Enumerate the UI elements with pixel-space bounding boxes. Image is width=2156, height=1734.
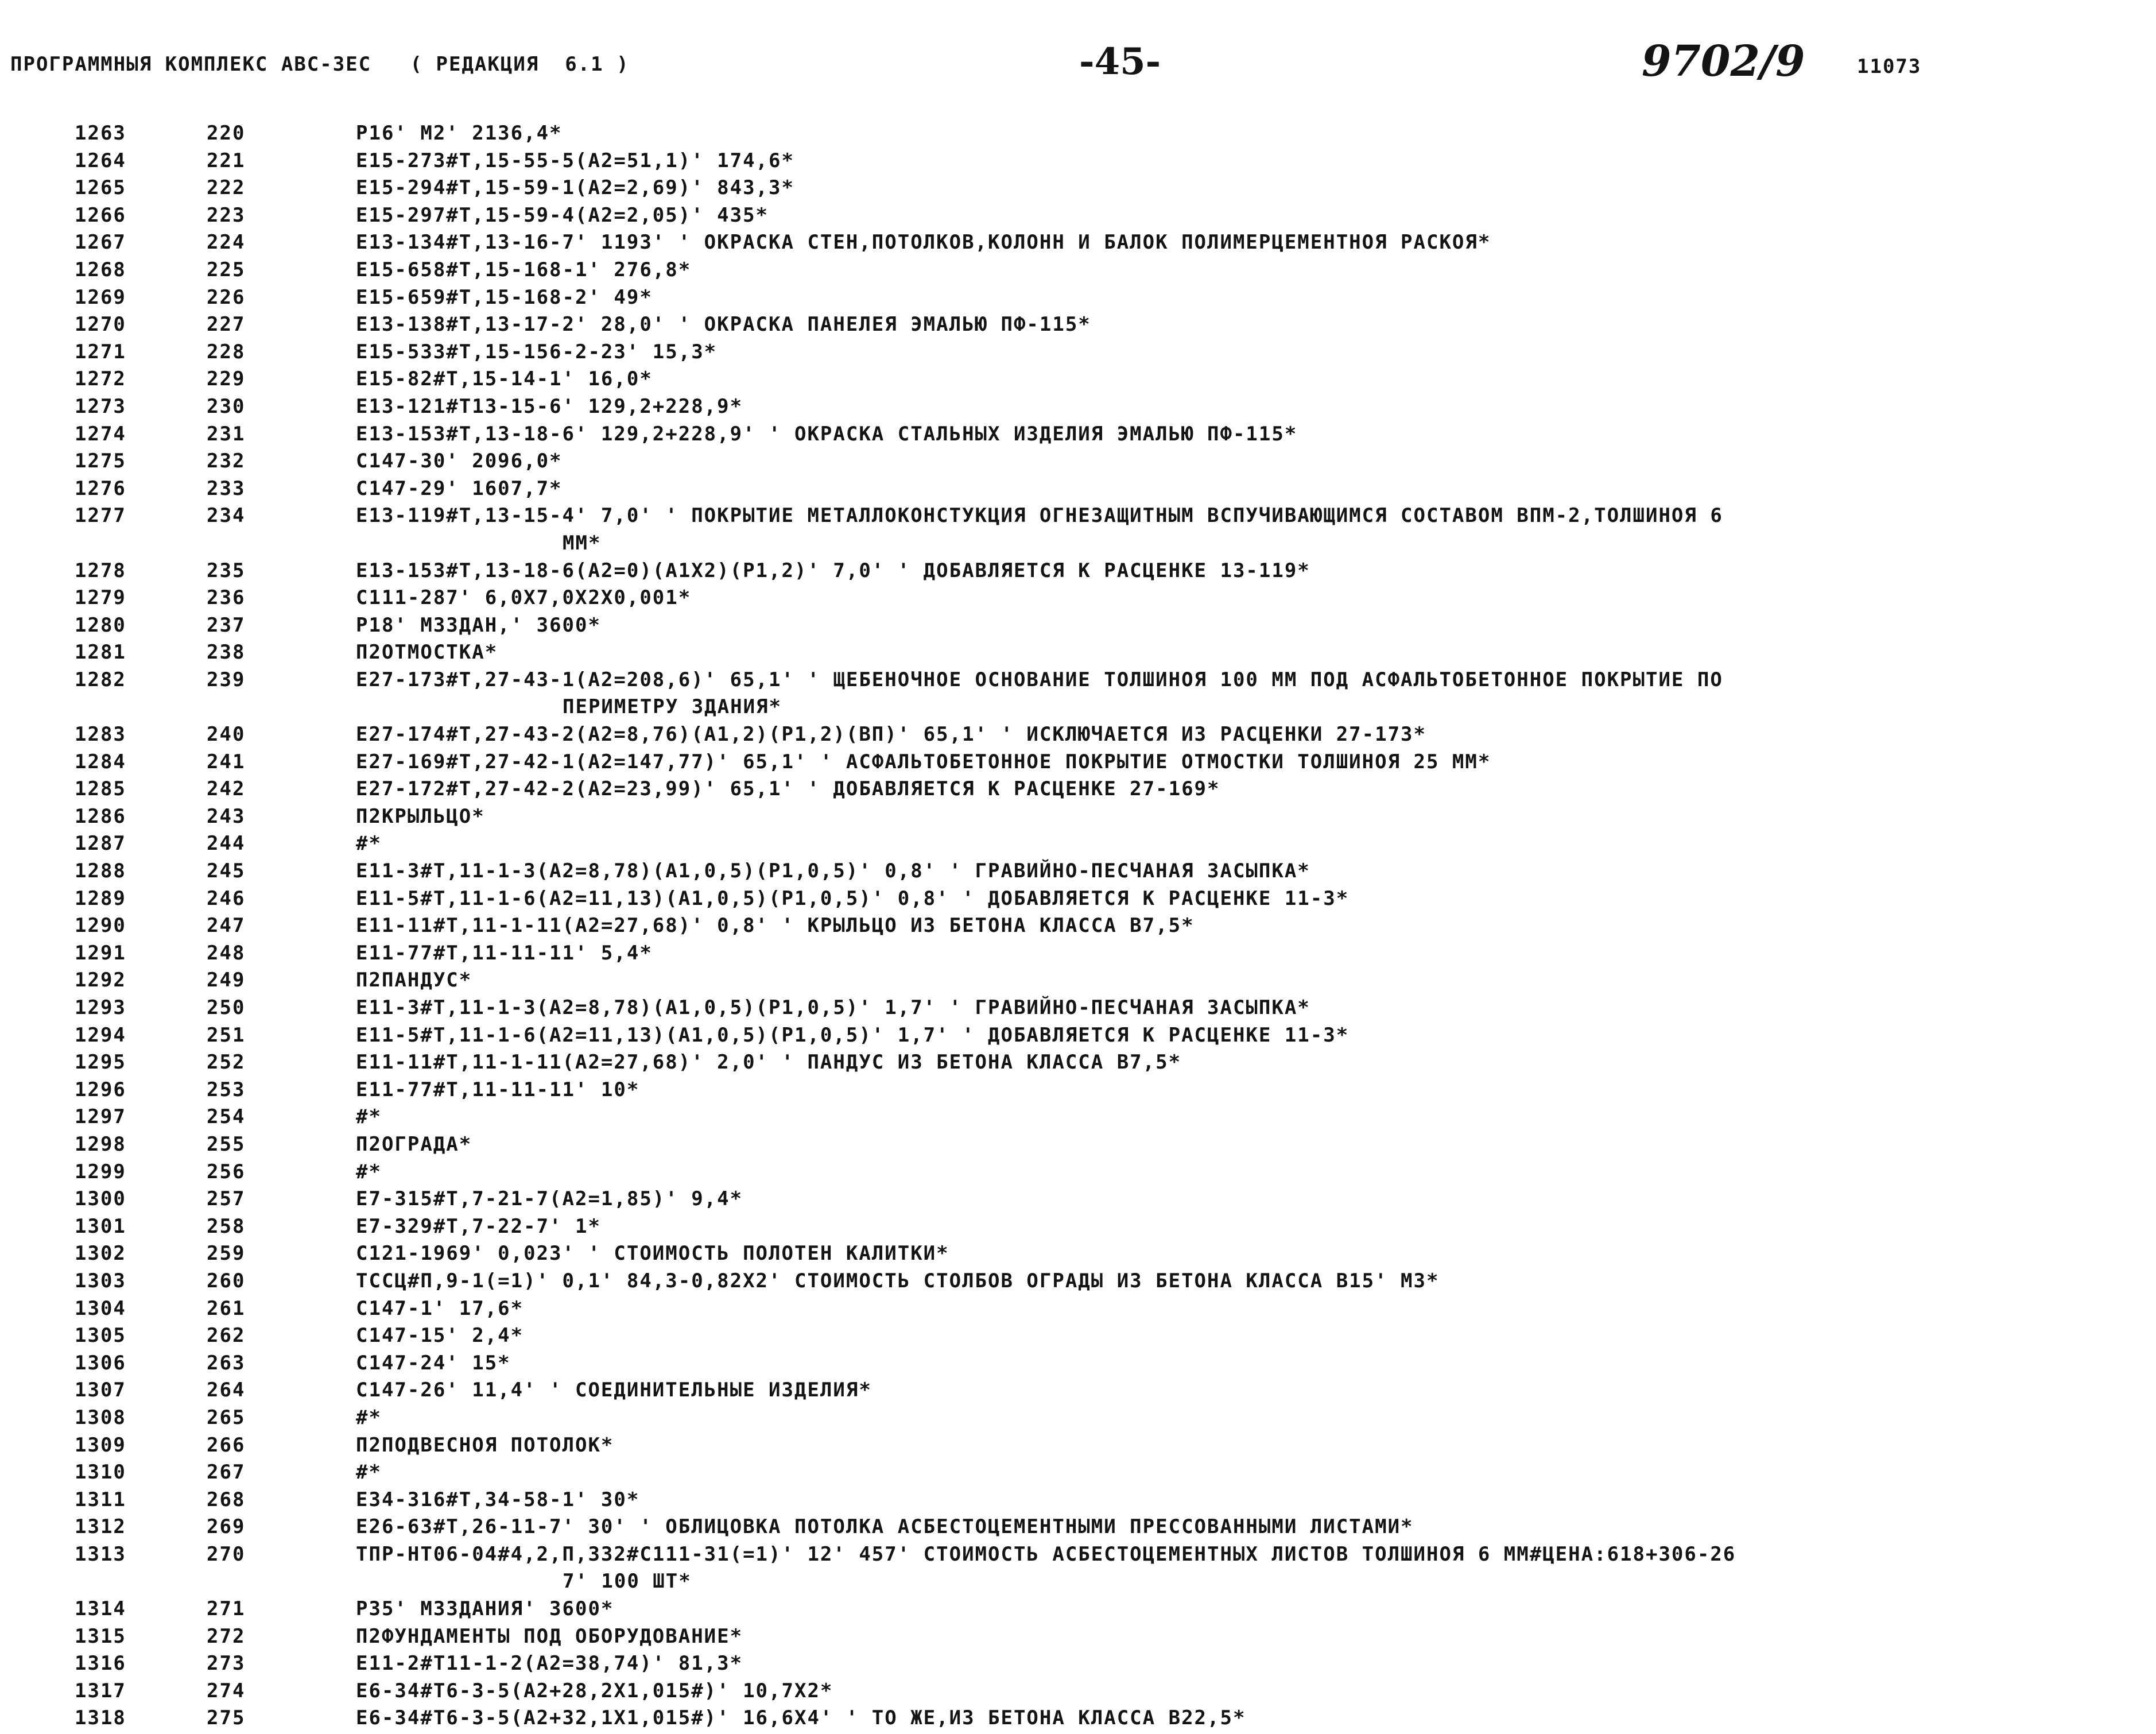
item-number: 229 bbox=[207, 367, 246, 391]
line-text: Е26-63#Т,26-11-7' 30' ' ОБЛИЦОВКА ПОТОЛКА АСБЕСТОЦЕМЕНТНЫМИ ПРЕССОВАННЫМИ ЛИСТАМИ* bbox=[356, 1515, 1414, 1539]
line-text: С147-24' 15* bbox=[356, 1351, 511, 1375]
line-number: 1314 bbox=[75, 1597, 126, 1621]
line-number: 1307 bbox=[75, 1379, 126, 1402]
item-number: 225 bbox=[207, 258, 246, 281]
listing-line bbox=[0, 1679, 2156, 1707]
listing-line bbox=[0, 1379, 2156, 1406]
line-number: 1312 bbox=[75, 1515, 126, 1539]
line-number: 1277 bbox=[75, 504, 126, 528]
line-number: 1288 bbox=[75, 860, 126, 883]
line-text: П2ФУНДАМЕНТЫ ПОД ОБОРУДОВАНИЕ* bbox=[356, 1624, 743, 1648]
line-text: Е11-11#Т,11-1-11(А2=27,68)' 2,0' ' ПАНДУС ИЗ БЕТОНА КЛАССА В7,5* bbox=[356, 1051, 1182, 1074]
item-number: 263 bbox=[207, 1351, 246, 1375]
line-number: 1315 bbox=[75, 1624, 126, 1648]
listing-line bbox=[0, 942, 2156, 969]
line-number: 1270 bbox=[75, 313, 126, 336]
listing-line bbox=[0, 860, 2156, 887]
line-text: Е13-138#Т,13-17-2' 28,0' ' ОКРАСКА ПАНЕЛЕЯ ЭМАЛЬЮ ПФ-115* bbox=[356, 313, 1091, 336]
listing-line bbox=[0, 477, 2156, 505]
line-number: 1272 bbox=[75, 367, 126, 391]
line-text: Р35' М3ЗДАНИЯ' 3600* bbox=[356, 1597, 614, 1621]
line-text: Е6-34#Т6-3-5(А2+28,2Х1,015#)' 10,7Х2* bbox=[356, 1679, 833, 1702]
item-number: 220 bbox=[207, 122, 246, 145]
line-number: 1298 bbox=[75, 1132, 126, 1156]
item-number: 222 bbox=[207, 176, 246, 200]
item-number: 242 bbox=[207, 777, 246, 801]
item-number: 227 bbox=[207, 313, 246, 336]
line-text: #* bbox=[356, 1461, 382, 1484]
item-number: 238 bbox=[207, 641, 246, 664]
listing-line bbox=[0, 1543, 2156, 1570]
listing-line bbox=[0, 1187, 2156, 1215]
item-number: 226 bbox=[207, 285, 246, 309]
item-number: 259 bbox=[207, 1242, 246, 1265]
listing-line bbox=[0, 887, 2156, 915]
listing-line bbox=[0, 204, 2156, 231]
line-text: Е15-273#Т,15-55-5(А2=51,1)' 174,6* bbox=[356, 149, 794, 172]
line-number: 1303 bbox=[75, 1269, 126, 1292]
listing-line bbox=[0, 423, 2156, 450]
line-number: 1273 bbox=[75, 394, 126, 418]
listing-line bbox=[0, 1597, 2156, 1625]
line-number: 1276 bbox=[75, 477, 126, 500]
item-number: 234 bbox=[207, 504, 246, 528]
listing-line bbox=[0, 1051, 2156, 1078]
line-text: ТССЦ#П,9-1(=1)' 0,1' 84,3-0,82Х2' СТОИМОСТЬ СТОЛБОВ ОГРАДЫ ИЗ БЕТОНА КЛАССА В15' М3* bbox=[356, 1269, 1440, 1292]
line-text: ММ* bbox=[563, 531, 602, 555]
item-number: 262 bbox=[207, 1324, 246, 1348]
line-number: 1296 bbox=[75, 1078, 126, 1101]
line-number: 1266 bbox=[75, 203, 126, 227]
listing-line bbox=[0, 1269, 2156, 1297]
listing-line bbox=[0, 559, 2156, 587]
line-text: Е34-316#Т,34-58-1' 30* bbox=[356, 1488, 640, 1511]
page-number: -45- bbox=[1079, 40, 1161, 83]
item-number: 231 bbox=[207, 422, 246, 446]
line-text: Е27-172#Т,27-42-2(А2=23,99)' 65,1' ' ДОБАВЛЯЕТСЯ К РАСЦЕНКЕ 27-169* bbox=[356, 777, 1220, 801]
listing-line bbox=[0, 750, 2156, 778]
item-number: 228 bbox=[207, 340, 246, 363]
line-text: Е11-2#Т11-1-2(А2=38,74)' 81,3* bbox=[356, 1652, 743, 1675]
listing-line bbox=[0, 832, 2156, 860]
listing-line bbox=[0, 395, 2156, 423]
line-number: 1265 bbox=[75, 176, 126, 200]
listing-line bbox=[0, 1706, 2156, 1734]
listing-line bbox=[0, 286, 2156, 313]
line-number: 1286 bbox=[75, 804, 126, 828]
item-number: 239 bbox=[207, 668, 246, 691]
line-text: Е27-169#Т,27-42-1(А2=147,77)' 65,1' ' АСФАЛЬТОБЕТОННОЕ ПОКРЫТИЕ ОТМОСТКИ ТОЛШИНОЯ 25 ММ* bbox=[356, 750, 1491, 773]
line-text: #* bbox=[356, 1105, 382, 1129]
line-text: Е11-77#Т,11-11-11' 5,4* bbox=[356, 941, 653, 965]
line-text: Е11-5#Т,11-1-6(А2=11,13)(А1,0,5)(Р1,0,5)' 0,8' ' ДОБАВЛЯЕТСЯ К РАСЦЕНКЕ 11-3* bbox=[356, 887, 1350, 910]
item-number: 266 bbox=[207, 1433, 246, 1457]
line-number: 1282 bbox=[75, 668, 126, 691]
item-number: 260 bbox=[207, 1269, 246, 1292]
item-number: 265 bbox=[207, 1406, 246, 1429]
listing-line bbox=[0, 1625, 2156, 1652]
line-text: Е6-34#Т6-3-5(А2+32,1Х1,015#)' 16,6Х4' ' ТО ЖЕ,ИЗ БЕТОНА КЛАССА В22,5* bbox=[356, 1706, 1246, 1730]
listing-line bbox=[0, 969, 2156, 996]
listing-line bbox=[0, 532, 2156, 559]
item-number: 258 bbox=[207, 1214, 246, 1238]
listing-line bbox=[0, 1215, 2156, 1243]
item-number: 235 bbox=[207, 559, 246, 582]
page-header bbox=[0, 37, 2156, 92]
line-number: 1267 bbox=[75, 231, 126, 254]
line-number: 1306 bbox=[75, 1351, 126, 1375]
listing-line bbox=[0, 695, 2156, 723]
item-number: 267 bbox=[207, 1461, 246, 1484]
line-number: 1279 bbox=[75, 586, 126, 610]
listing-line bbox=[0, 1324, 2156, 1352]
listing-line bbox=[0, 231, 2156, 258]
line-number: 1274 bbox=[75, 422, 126, 446]
line-text: П2ОТМОСТКА* bbox=[356, 641, 498, 664]
listing-line bbox=[0, 805, 2156, 833]
listing-line bbox=[0, 1652, 2156, 1679]
item-number: 274 bbox=[207, 1679, 246, 1702]
line-text: С147-26' 11,4' ' СОЕДИНИТЕЛЬНЫЕ ИЗДЕЛИЯ* bbox=[356, 1379, 872, 1402]
listing-line bbox=[0, 1133, 2156, 1160]
item-number: 268 bbox=[207, 1488, 246, 1511]
line-number: 1275 bbox=[75, 450, 126, 473]
item-number: 247 bbox=[207, 914, 246, 938]
listing-line bbox=[0, 1434, 2156, 1461]
listing-line bbox=[0, 1105, 2156, 1133]
item-number: 272 bbox=[207, 1624, 246, 1648]
listing-line bbox=[0, 777, 2156, 805]
line-number: 1290 bbox=[75, 914, 126, 938]
line-text: С147-29' 1607,7* bbox=[356, 477, 563, 500]
line-text: Е15-533#Т,15-156-2-23' 15,3* bbox=[356, 340, 718, 363]
listing-line bbox=[0, 1024, 2156, 1051]
listing-line bbox=[0, 1488, 2156, 1516]
listing-line bbox=[0, 450, 2156, 477]
program-title: ПРОГРАММНЫЯ КОМПЛЕКС АВС-3ЕС ( РЕДАКЦИЯ 6.1 ) bbox=[10, 53, 630, 76]
line-text: Е7-315#Т,7-21-7(А2=1,85)' 9,4* bbox=[356, 1187, 743, 1211]
listing-line bbox=[0, 1160, 2156, 1188]
listing-line bbox=[0, 614, 2156, 641]
line-number: 1295 bbox=[75, 1051, 126, 1074]
line-number: 1284 bbox=[75, 750, 126, 773]
listing-body bbox=[0, 122, 2156, 1734]
line-text: С121-1969' 0,023' ' СТОИМОСТЬ ПОЛОТЕН КАЛИТКИ* bbox=[356, 1242, 949, 1265]
item-number: 243 bbox=[207, 804, 246, 828]
line-number: 1271 bbox=[75, 340, 126, 363]
line-number: 1304 bbox=[75, 1296, 126, 1320]
line-text: П2ПОДВЕСНОЯ ПОТОЛОК* bbox=[356, 1433, 614, 1457]
line-number: 1283 bbox=[75, 723, 126, 746]
line-text: Е13-153#Т,13-18-6' 129,2+228,9' ' ОКРАСКА СТАЛЬНЫХ ИЗДЕЛИЯ ЭМАЛЬЮ ПФ-115* bbox=[356, 422, 1298, 446]
line-text: Е11-5#Т,11-1-6(А2=11,13)(А1,0,5)(Р1,0,5)' 1,7' ' ДОБАВЛЯЕТСЯ К РАСЦЕНКЕ 11-3* bbox=[356, 1023, 1350, 1047]
listing-line bbox=[0, 914, 2156, 942]
item-number: 254 bbox=[207, 1105, 246, 1129]
item-number: 257 bbox=[207, 1187, 246, 1211]
line-text: 7' 100 ШТ* bbox=[563, 1570, 692, 1593]
item-number: 233 bbox=[207, 477, 246, 500]
item-number: 221 bbox=[207, 149, 246, 172]
listing-line bbox=[0, 340, 2156, 368]
line-text: Е13-119#Т,13-15-4' 7,0' ' ПОКРЫТИЕ МЕТАЛЛОКОНСТУКЦИЯ ОГНЕЗАЩИТНЫМ ВСПУЧИВАЮЩИМСЯ СОСТАВОМ ВПМ-2,ТОЛШИНОЯ 6 bbox=[356, 504, 1723, 528]
line-number: 1289 bbox=[75, 887, 126, 910]
listing-line bbox=[0, 122, 2156, 149]
item-number: 223 bbox=[207, 203, 246, 227]
line-number: 1292 bbox=[75, 969, 126, 992]
handwritten-doc-number: 9702/9 bbox=[1642, 37, 1805, 86]
line-number: 1285 bbox=[75, 777, 126, 801]
line-text: П2ОГРАДА* bbox=[356, 1132, 472, 1156]
listing-line bbox=[0, 1570, 2156, 1597]
listing-line bbox=[0, 1078, 2156, 1106]
line-text: #* bbox=[356, 832, 382, 856]
line-number: 1291 bbox=[75, 941, 126, 965]
line-text: #* bbox=[356, 1160, 382, 1183]
line-number: 1269 bbox=[75, 285, 126, 309]
line-text: Е13-153#Т,13-18-6(А2=0)(А1Х2)(Р1,2)' 7,0' ' ДОБАВЛЯЕТСЯ К РАСЦЕНКЕ 13-119* bbox=[356, 559, 1310, 582]
line-number: 1299 bbox=[75, 1160, 126, 1183]
item-number: 273 bbox=[207, 1652, 246, 1675]
line-number: 1287 bbox=[75, 832, 126, 856]
line-number: 1309 bbox=[75, 1433, 126, 1457]
listing-line bbox=[0, 313, 2156, 340]
line-number: 1302 bbox=[75, 1242, 126, 1265]
line-text: С147-30' 2096,0* bbox=[356, 450, 563, 473]
line-text: С111-287' 6,0Х7,0Х2Х0,001* bbox=[356, 586, 692, 610]
line-number: 1293 bbox=[75, 996, 126, 1019]
line-text: С147-1' 17,6* bbox=[356, 1296, 524, 1320]
line-number: 1300 bbox=[75, 1187, 126, 1211]
line-text: Е11-3#Т,11-1-3(А2=8,78)(А1,0,5)(Р1,0,5)' 0,8' ' ГРАВИЙНО-ПЕСЧАНАЯ ЗАСЫПКА* bbox=[356, 860, 1310, 883]
line-text: Е15-297#Т,15-59-4(А2=2,05)' 435* bbox=[356, 203, 769, 227]
line-text: ТПР-НТ06-04#4,2,П,332#С111-31(=1)' 12' 457' СТОИМОСТЬ АСБЕСТОЦЕМЕНТНЫХ ЛИСТОВ ТОЛШИНОЯ 6 ММ#ЦЕНА:618+306-26 bbox=[356, 1542, 1736, 1566]
listing-line bbox=[0, 258, 2156, 286]
line-number: 1310 bbox=[75, 1461, 126, 1484]
line-text: Е27-174#Т,27-43-2(А2=8,76)(А1,2)(Р1,2)(ВП)' 65,1' ' ИСКЛЮЧАЕТСЯ ИЗ РАСЦЕНКИ 27-173* bbox=[356, 723, 1426, 746]
item-number: 241 bbox=[207, 750, 246, 773]
line-text: Е13-134#Т,13-16-7' 1193' ' ОКРАСКА СТЕН,ПОТОЛКОВ,КОЛОНН И БАЛОК ПОЛИМЕРЦЕМЕНТНОЯ РАСКОЯ* bbox=[356, 231, 1491, 254]
item-number: 248 bbox=[207, 941, 246, 965]
line-number: 1301 bbox=[75, 1214, 126, 1238]
line-text: Е11-11#Т,11-1-11(А2=27,68)' 0,8' ' КРЫЛЬЦО ИЗ БЕТОНА КЛАССА В7,5* bbox=[356, 914, 1195, 938]
listing-line bbox=[0, 1406, 2156, 1434]
line-number: 1311 bbox=[75, 1488, 126, 1511]
line-number: 1278 bbox=[75, 559, 126, 582]
line-number: 1280 bbox=[75, 613, 126, 637]
doc-code: 11073 bbox=[1857, 55, 1922, 78]
line-number: 1263 bbox=[75, 122, 126, 145]
line-text: Е15-658#Т,15-168-1' 276,8* bbox=[356, 258, 692, 281]
item-number: 232 bbox=[207, 450, 246, 473]
line-number: 1294 bbox=[75, 1023, 126, 1047]
item-number: 271 bbox=[207, 1597, 246, 1621]
line-number: 1264 bbox=[75, 149, 126, 172]
line-number: 1305 bbox=[75, 1324, 126, 1348]
line-text: ПЕРИМЕТРУ ЗДАНИЯ* bbox=[563, 695, 782, 719]
item-number: 250 bbox=[207, 996, 246, 1019]
line-text: Е11-77#Т,11-11-11' 10* bbox=[356, 1078, 640, 1101]
item-number: 251 bbox=[207, 1023, 246, 1047]
line-number: 1316 bbox=[75, 1652, 126, 1675]
listing-line bbox=[0, 996, 2156, 1024]
listing-line bbox=[0, 1515, 2156, 1543]
listing-line bbox=[0, 1297, 2156, 1325]
listing-line bbox=[0, 504, 2156, 532]
listing-line bbox=[0, 641, 2156, 668]
listing-line bbox=[0, 367, 2156, 395]
item-number: 253 bbox=[207, 1078, 246, 1101]
line-text: Р16' М2' 2136,4* bbox=[356, 122, 563, 145]
line-number: 1281 bbox=[75, 641, 126, 664]
listing-line bbox=[0, 149, 2156, 177]
line-text: Е7-329#Т,7-22-7' 1* bbox=[356, 1214, 601, 1238]
listing-line bbox=[0, 586, 2156, 614]
line-text: П2ПАНДУС* bbox=[356, 969, 472, 992]
listing-line bbox=[0, 1352, 2156, 1379]
item-number: 230 bbox=[207, 394, 246, 418]
line-number: 1308 bbox=[75, 1406, 126, 1429]
line-text: Е15-294#Т,15-59-1(А2=2,69)' 843,3* bbox=[356, 176, 794, 200]
line-number: 1313 bbox=[75, 1542, 126, 1566]
item-number: 246 bbox=[207, 887, 246, 910]
item-number: 261 bbox=[207, 1296, 246, 1320]
listing-line bbox=[0, 1461, 2156, 1488]
line-text: Р18' М3ЗДАН,' 3600* bbox=[356, 613, 601, 637]
line-number: 1318 bbox=[75, 1706, 126, 1730]
line-text: П2КРЫЛЬЦО* bbox=[356, 804, 485, 828]
item-number: 269 bbox=[207, 1515, 246, 1539]
line-text: Е15-659#Т,15-168-2' 49* bbox=[356, 285, 653, 309]
item-number: 245 bbox=[207, 860, 246, 883]
item-number: 244 bbox=[207, 832, 246, 856]
item-number: 255 bbox=[207, 1132, 246, 1156]
line-number: 1297 bbox=[75, 1105, 126, 1129]
item-number: 275 bbox=[207, 1706, 246, 1730]
item-number: 224 bbox=[207, 231, 246, 254]
line-number: 1268 bbox=[75, 258, 126, 281]
item-number: 240 bbox=[207, 723, 246, 746]
item-number: 264 bbox=[207, 1379, 246, 1402]
listing-line bbox=[0, 1242, 2156, 1269]
item-number: 256 bbox=[207, 1160, 246, 1183]
line-text: Е27-173#Т,27-43-1(А2=208,6)' 65,1' ' ЩЕБЕНОЧНОЕ ОСНОВАНИЕ ТОЛШИНОЯ 100 ММ ПОД АСФАЛЬТОБЕТОННОЕ ПОКРЫТИЕ ПО bbox=[356, 668, 1723, 691]
line-number: 1317 bbox=[75, 1679, 126, 1702]
item-number: 252 bbox=[207, 1051, 246, 1074]
line-text: Е13-121#Т13-15-6' 129,2+228,9* bbox=[356, 394, 743, 418]
listing-line bbox=[0, 176, 2156, 204]
listing-line bbox=[0, 723, 2156, 750]
line-text: #* bbox=[356, 1406, 382, 1429]
line-text: С147-15' 2,4* bbox=[356, 1324, 524, 1348]
item-number: 249 bbox=[207, 969, 246, 992]
item-number: 236 bbox=[207, 586, 246, 610]
item-number: 270 bbox=[207, 1542, 246, 1566]
line-text: Е11-3#Т,11-1-3(А2=8,78)(А1,0,5)(Р1,0,5)' 1,7' ' ГРАВИЙНО-ПЕСЧАНАЯ ЗАСЫПКА* bbox=[356, 996, 1310, 1019]
item-number: 237 bbox=[207, 613, 246, 637]
line-text: Е15-82#Т,15-14-1' 16,0* bbox=[356, 367, 653, 391]
listing-line bbox=[0, 668, 2156, 696]
